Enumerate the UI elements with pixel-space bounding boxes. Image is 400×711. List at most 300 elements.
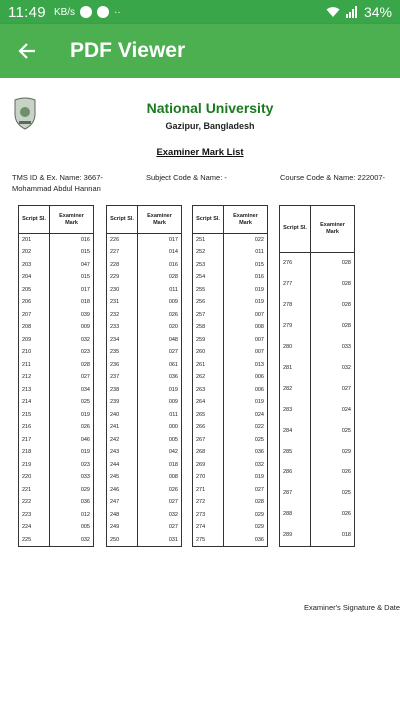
examiner-mark-cell: 029	[50, 484, 94, 497]
table-row	[107, 346, 182, 359]
table-row	[193, 334, 268, 347]
examiner-mark-cell: 016	[224, 271, 268, 284]
examiner-mark-cell: 036	[224, 534, 268, 547]
script-sl-cell: 251	[193, 234, 224, 247]
examiner-mark-cell: 023	[50, 346, 94, 359]
examiner-mark-cell: 009	[50, 321, 94, 334]
script-sl-cell: 218	[19, 446, 50, 459]
examiner-mark-cell: 007	[224, 309, 268, 322]
table-row	[19, 246, 94, 259]
table-row	[193, 234, 268, 247]
table-row	[193, 309, 268, 322]
table-row	[19, 509, 94, 522]
table-row	[19, 384, 94, 397]
status-left-icons	[54, 6, 121, 18]
status-right	[326, 4, 392, 20]
script-sl-cell: 230	[107, 284, 138, 297]
script-sl-cell: 253	[193, 259, 224, 272]
script-sl-cell: 214	[19, 396, 50, 409]
examiner-mark-cell: 032	[224, 459, 268, 472]
examiner-mark-cell: 009	[138, 296, 182, 309]
examiner-mark-cell: 025	[50, 396, 94, 409]
table-row	[19, 334, 94, 347]
table-row	[193, 321, 268, 334]
script-sl-cell: 205	[19, 284, 50, 297]
script-sl-cell: 263	[193, 384, 224, 397]
examiner-mark-cell: 005	[138, 434, 182, 447]
examiner-mark-cell: 028	[224, 496, 268, 509]
header-examiner-mark: Examiner Mark	[138, 206, 182, 234]
examiner-mark-cell: 005	[50, 521, 94, 534]
table-row	[19, 459, 94, 472]
table-row	[280, 336, 355, 357]
examiner-mark-cell: 018	[50, 296, 94, 309]
script-sl-cell: 271	[193, 484, 224, 497]
table-row	[107, 359, 182, 372]
script-sl-cell: 268	[193, 446, 224, 459]
script-sl-cell: 232	[107, 309, 138, 322]
table-row	[19, 496, 94, 509]
script-sl-cell: 240	[107, 409, 138, 422]
script-sl-cell: 265	[193, 409, 224, 422]
examiner-mark-cell: 016	[50, 234, 94, 247]
script-sl-cell: 227	[107, 246, 138, 259]
script-sl-cell: 203	[19, 259, 50, 272]
table-row	[193, 509, 268, 522]
table-row	[107, 271, 182, 284]
table-row	[19, 359, 94, 372]
script-sl-cell: 280	[280, 336, 311, 357]
script-sl-cell: 266	[193, 421, 224, 434]
table-row	[193, 534, 268, 547]
table-row	[19, 346, 94, 359]
script-sl-cell: 219	[19, 459, 50, 472]
table-row	[193, 496, 268, 509]
table-row	[19, 284, 94, 297]
examiner-mark-cell: 015	[224, 259, 268, 272]
whatsapp-icon	[97, 6, 109, 18]
mark-table-2	[106, 205, 182, 547]
header-script-sl: Script Sl.	[107, 206, 138, 234]
script-sl-cell: 262	[193, 371, 224, 384]
examiner-mark-cell: 014	[138, 246, 182, 259]
table-row	[107, 309, 182, 322]
script-sl-cell: 286	[280, 462, 311, 483]
table-row	[107, 371, 182, 384]
table-row	[19, 321, 94, 334]
script-sl-cell: 229	[107, 271, 138, 284]
script-sl-cell: 228	[107, 259, 138, 272]
examiner-mark-cell: 008	[138, 471, 182, 484]
script-sl-cell: 261	[193, 359, 224, 372]
table-row	[19, 271, 94, 284]
script-sl-cell: 241	[107, 421, 138, 434]
table-row	[280, 357, 355, 378]
script-sl-cell: 283	[280, 399, 311, 420]
table-header-row	[19, 206, 94, 234]
script-sl-cell: 279	[280, 315, 311, 336]
examiner-mark-cell: 029	[311, 441, 355, 462]
script-sl-cell: 277	[280, 273, 311, 294]
table-row	[107, 521, 182, 534]
examiner-mark-cell: 027	[311, 378, 355, 399]
examiner-mark-cell: 032	[138, 509, 182, 522]
header-examiner-mark: Examiner Mark	[311, 206, 355, 253]
table-row	[193, 371, 268, 384]
net-speed-label: KB/s	[53, 6, 76, 18]
script-sl-cell: 237	[107, 371, 138, 384]
script-sl-cell: 275	[193, 534, 224, 547]
script-sl-cell: 224	[19, 521, 50, 534]
examiner-mark-cell: 032	[50, 334, 94, 347]
script-sl-cell: 273	[193, 509, 224, 522]
script-sl-cell: 206	[19, 296, 50, 309]
script-sl-cell: 287	[280, 483, 311, 504]
examiner-mark-cell: 047	[50, 259, 94, 272]
examiner-mark-cell: 036	[50, 496, 94, 509]
table-row	[19, 309, 94, 322]
table-header-row	[193, 206, 268, 234]
examiner-mark-cell: 027	[224, 484, 268, 497]
table-row	[19, 471, 94, 484]
table-row	[19, 409, 94, 422]
examiner-mark-cell: 036	[138, 371, 182, 384]
examiner-mark-cell: 026	[311, 462, 355, 483]
table-header-row	[280, 206, 355, 253]
examiner-mark-cell: 015	[50, 271, 94, 284]
examiner-signature-label: Examiner's Signature & Date	[303, 603, 400, 612]
examiner-mark-cell: 008	[224, 321, 268, 334]
table-row	[193, 384, 268, 397]
script-sl-cell: 223	[19, 509, 50, 522]
script-sl-cell: 272	[193, 496, 224, 509]
table-row	[280, 504, 355, 525]
app-bar	[0, 24, 400, 78]
script-sl-cell: 211	[19, 359, 50, 372]
header-script-sl: Script Sl.	[193, 206, 224, 234]
table-row	[19, 484, 94, 497]
examiner-mark-cell: 009	[138, 396, 182, 409]
examiner-mark-cell: 028	[311, 252, 355, 273]
examiner-mark-cell: 013	[224, 359, 268, 372]
script-sl-cell: 246	[107, 484, 138, 497]
examiner-mark-cell: 026	[138, 484, 182, 497]
examiner-mark-cell: 024	[224, 409, 268, 422]
table-row	[107, 396, 182, 409]
header-examiner-mark: Examiner Mark	[50, 206, 94, 234]
script-sl-cell: 209	[19, 334, 50, 347]
table-row	[193, 471, 268, 484]
script-sl-cell: 267	[193, 434, 224, 447]
script-sl-cell: 234	[107, 334, 138, 347]
examiner-mark-cell: 048	[138, 334, 182, 347]
examiner-mark-cell: 018	[311, 525, 355, 546]
table-row	[280, 462, 355, 483]
table-row	[107, 421, 182, 434]
script-sl-cell: 243	[107, 446, 138, 459]
examiner-mark-cell: 061	[138, 359, 182, 372]
examiner-mark-cell: 028	[311, 294, 355, 315]
examiner-mark-cell: 027	[138, 496, 182, 509]
table-row	[19, 234, 94, 247]
examiner-mark-cell: 039	[50, 309, 94, 322]
mark-list-title: Examiner Mark List	[156, 147, 244, 158]
script-sl-cell: 248	[107, 509, 138, 522]
university-location: Gazipur, Bangladesh	[165, 121, 255, 131]
table-row	[107, 471, 182, 484]
table-row	[19, 296, 94, 309]
examiner-mark-cell: 034	[50, 384, 94, 397]
table-row	[193, 346, 268, 359]
script-sl-cell: 269	[193, 459, 224, 472]
status-bar	[0, 0, 400, 24]
script-sl-cell: 226	[107, 234, 138, 247]
table-row	[193, 271, 268, 284]
script-sl-cell: 255	[193, 284, 224, 297]
table-row	[193, 484, 268, 497]
table-row	[193, 459, 268, 472]
examiner-mark-cell: 028	[138, 271, 182, 284]
script-sl-cell: 202	[19, 246, 50, 259]
examiner-mark-cell: 029	[224, 521, 268, 534]
script-sl-cell: 201	[19, 234, 50, 247]
script-sl-cell: 250	[107, 534, 138, 547]
table-row	[19, 534, 94, 547]
table-row	[280, 399, 355, 420]
examiner-mark-cell: 016	[138, 259, 182, 272]
table-row	[280, 294, 355, 315]
table-row	[107, 296, 182, 309]
mark-tables	[18, 205, 355, 547]
examiner-mark-cell: 025	[311, 483, 355, 504]
table-row	[107, 384, 182, 397]
table-row	[107, 284, 182, 297]
examiner-mark-cell: 026	[50, 421, 94, 434]
table-row	[193, 284, 268, 297]
script-sl-cell: 207	[19, 309, 50, 322]
messenger-icon	[80, 6, 92, 18]
examiner-mark-cell: 011	[224, 246, 268, 259]
examiner-mark-cell: 017	[50, 284, 94, 297]
examiner-mark-cell: 012	[50, 509, 94, 522]
signal-icon	[346, 6, 358, 18]
course-info: Course Code & Name: 222007-	[280, 173, 386, 182]
header-script-sl: Script Sl.	[19, 206, 50, 234]
examiner-mark-cell: 042	[138, 446, 182, 459]
script-sl-cell: 220	[19, 471, 50, 484]
arrow-back-icon	[17, 41, 37, 61]
script-sl-cell: 259	[193, 334, 224, 347]
script-sl-cell: 260	[193, 346, 224, 359]
table-row	[107, 459, 182, 472]
script-sl-cell: 257	[193, 309, 224, 322]
examiner-mark-cell: 033	[311, 336, 355, 357]
examiner-mark-cell: 028	[311, 315, 355, 336]
script-sl-cell: 276	[280, 252, 311, 273]
examiner-mark-cell: 024	[311, 399, 355, 420]
examiner-mark-cell: 022	[224, 421, 268, 434]
table-row	[280, 252, 355, 273]
status-time: 11:49	[8, 3, 46, 21]
table-row	[193, 409, 268, 422]
app-title: PDF Viewer	[70, 39, 186, 62]
examiner-mark-cell: 020	[138, 321, 182, 334]
table-row	[280, 525, 355, 546]
tms-examiner-info: TMS ID & Ex. Name: 3667-Mohammad Abdul Hannan	[12, 173, 103, 193]
script-sl-cell: 252	[193, 246, 224, 259]
table-row	[107, 246, 182, 259]
script-sl-cell: 233	[107, 321, 138, 334]
examiner-mark-cell: 032	[50, 534, 94, 547]
examiner-mark-cell: 027	[50, 371, 94, 384]
script-sl-cell: 217	[19, 434, 50, 447]
table-row	[19, 259, 94, 272]
examiner-mark-cell: 022	[224, 234, 268, 247]
table-row	[193, 246, 268, 259]
university-name: National University	[146, 100, 274, 116]
examiner-mark-cell: 033	[50, 471, 94, 484]
examiner-mark-cell: 018	[138, 459, 182, 472]
script-sl-cell: 258	[193, 321, 224, 334]
table-row	[280, 483, 355, 504]
script-sl-cell: 222	[19, 496, 50, 509]
table-row	[193, 446, 268, 459]
examiner-mark-cell: 026	[138, 309, 182, 322]
examiner-mark-cell: 006	[224, 371, 268, 384]
script-sl-cell: 264	[193, 396, 224, 409]
script-sl-cell: 208	[19, 321, 50, 334]
battery-level: 34%	[363, 4, 392, 20]
table-row	[19, 446, 94, 459]
table-row	[19, 521, 94, 534]
table-row	[280, 420, 355, 441]
examiner-mark-cell: 015	[50, 246, 94, 259]
mark-table-3	[192, 205, 268, 547]
examiner-mark-cell: 028	[311, 273, 355, 294]
back-button[interactable]	[0, 24, 54, 78]
script-sl-cell: 285	[280, 441, 311, 462]
script-sl-cell: 235	[107, 346, 138, 359]
examiner-mark-cell: 019	[138, 384, 182, 397]
table-row	[107, 321, 182, 334]
script-sl-cell: 282	[280, 378, 311, 399]
examiner-mark-cell: 000	[138, 421, 182, 434]
mark-table-1	[18, 205, 94, 547]
table-row	[193, 421, 268, 434]
table-row	[193, 296, 268, 309]
script-sl-cell: 270	[193, 471, 224, 484]
table-row	[107, 446, 182, 459]
pdf-page[interactable]	[0, 78, 400, 711]
script-sl-cell: 238	[107, 384, 138, 397]
examiner-mark-cell: 036	[224, 446, 268, 459]
table-row	[107, 409, 182, 422]
script-sl-cell: 221	[19, 484, 50, 497]
table-row	[280, 441, 355, 462]
examiner-mark-cell: 006	[224, 384, 268, 397]
examiner-mark-cell: 019	[224, 284, 268, 297]
script-sl-cell: 210	[19, 346, 50, 359]
table-row	[19, 371, 94, 384]
script-sl-cell: 236	[107, 359, 138, 372]
examiner-mark-cell: 025	[311, 420, 355, 441]
examiner-mark-cell: 007	[224, 346, 268, 359]
script-sl-cell: 249	[107, 521, 138, 534]
table-row	[280, 315, 355, 336]
examiner-mark-cell: 028	[50, 359, 94, 372]
script-sl-cell: 278	[280, 294, 311, 315]
table-row	[193, 259, 268, 272]
table-row	[193, 359, 268, 372]
table-row	[107, 259, 182, 272]
header-script-sl: Script Sl.	[280, 206, 311, 253]
more-notifications-icon: ··	[114, 6, 121, 18]
mark-table-4	[279, 205, 355, 547]
table-row	[19, 396, 94, 409]
script-sl-cell: 204	[19, 271, 50, 284]
script-sl-cell: 215	[19, 409, 50, 422]
script-sl-cell: 289	[280, 525, 311, 546]
table-row	[19, 434, 94, 447]
script-sl-cell: 244	[107, 459, 138, 472]
table-header-row	[107, 206, 182, 234]
examiner-mark-cell: 019	[224, 471, 268, 484]
script-sl-cell: 225	[19, 534, 50, 547]
table-row	[193, 396, 268, 409]
table-row	[107, 434, 182, 447]
subject-info: Subject Code & Name: -	[146, 173, 227, 182]
script-sl-cell: 245	[107, 471, 138, 484]
script-sl-cell: 242	[107, 434, 138, 447]
table-row	[107, 484, 182, 497]
examiner-mark-cell: 029	[224, 509, 268, 522]
examiner-mark-cell: 017	[138, 234, 182, 247]
examiner-mark-cell: 025	[224, 434, 268, 447]
table-row	[193, 434, 268, 447]
script-sl-cell: 254	[193, 271, 224, 284]
script-sl-cell: 231	[107, 296, 138, 309]
script-sl-cell: 212	[19, 371, 50, 384]
examiner-mark-cell: 019	[50, 446, 94, 459]
examiner-mark-cell: 032	[311, 357, 355, 378]
table-row	[107, 496, 182, 509]
examiner-mark-cell: 031	[138, 534, 182, 547]
examiner-mark-cell: 011	[138, 409, 182, 422]
script-sl-cell: 256	[193, 296, 224, 309]
script-sl-cell: 281	[280, 357, 311, 378]
examiner-mark-cell: 023	[50, 459, 94, 472]
table-row	[193, 521, 268, 534]
script-sl-cell: 216	[19, 421, 50, 434]
script-sl-cell: 284	[280, 420, 311, 441]
header-examiner-mark: Examiner Mark	[224, 206, 268, 234]
examiner-mark-cell: 019	[224, 296, 268, 309]
wifi-icon	[326, 6, 340, 18]
examiner-mark-cell: 027	[138, 521, 182, 534]
examiner-mark-cell: 007	[224, 334, 268, 347]
table-row	[107, 509, 182, 522]
examiner-mark-cell: 027	[138, 346, 182, 359]
script-sl-cell: 247	[107, 496, 138, 509]
table-row	[107, 234, 182, 247]
table-row	[19, 421, 94, 434]
script-sl-cell: 274	[193, 521, 224, 534]
table-row	[107, 534, 182, 547]
examiner-mark-cell: 019	[224, 396, 268, 409]
examiner-mark-cell: 011	[138, 284, 182, 297]
script-sl-cell: 288	[280, 504, 311, 525]
table-row	[280, 273, 355, 294]
